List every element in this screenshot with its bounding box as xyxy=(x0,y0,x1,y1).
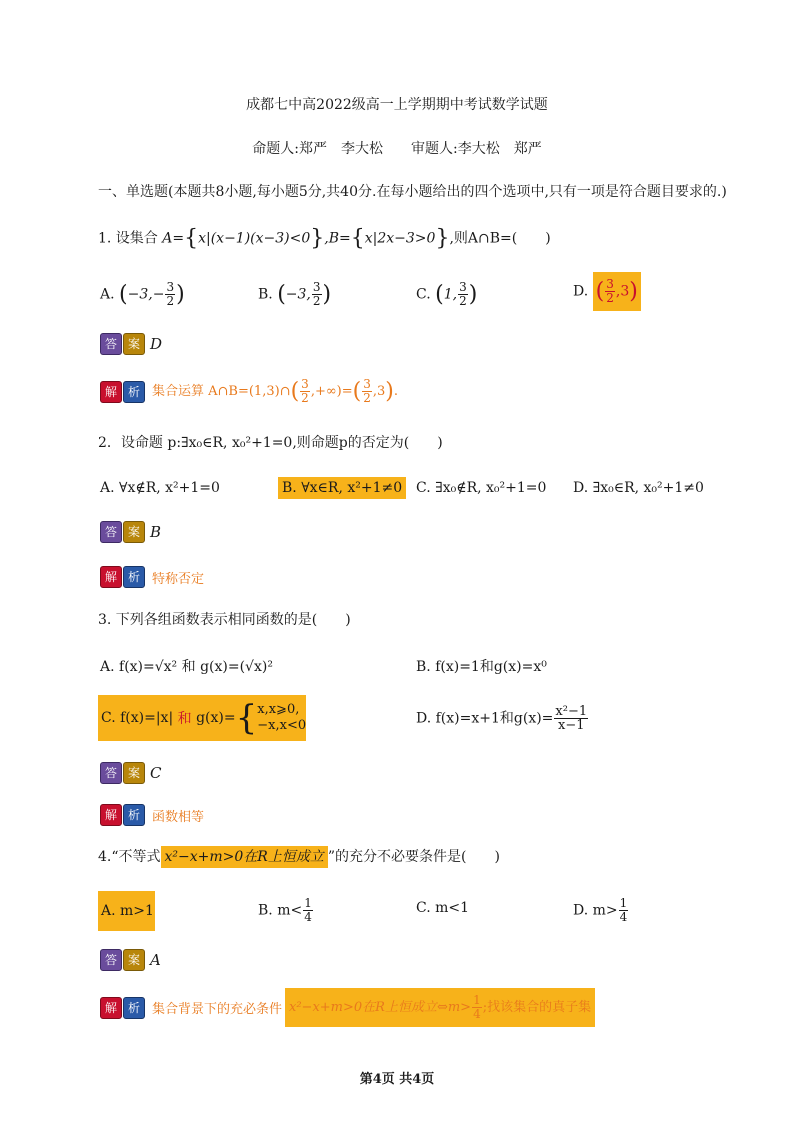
question-2-option-b: B. ∀x∈R, x²+1≠0 xyxy=(278,477,406,499)
question-1-option-a: A. (−3,− $\frac{3}{2}$ ) xyxy=(100,280,185,308)
question-2-option-a: A. ∀x∉R, x²+1=0 xyxy=(100,480,220,496)
question-1-option-b: B. (−3, $\frac{3}{2}$ ) xyxy=(258,280,332,308)
question-2-analysis: 解 析 特称否定 xyxy=(100,566,204,588)
question-3-analysis: 解 析 函数相等 xyxy=(100,804,204,826)
question-4-option-c: C. m<1 xyxy=(416,900,470,916)
question-3-option-a: A. f(x)=√x² 和 g(x)=(√x)² xyxy=(100,659,273,675)
analysis-badge: 解 析 xyxy=(100,997,146,1019)
question-1-answer: 答 案 D xyxy=(100,333,162,355)
question-1-option-d: D. ( $\frac{3}{2}$ ,3) xyxy=(573,272,641,311)
question-1-analysis: 解 析 集合运算 A∩B=(1,3)∩( $\frac{3}{2}$ ,+∞)=( $\frac{3}{2}$ ,3). xyxy=(100,378,398,405)
question-3-option-d: D. f(x)=x+1和g(x)= $\frac{\text{x²−1}}{x-1}$ xyxy=(416,704,588,733)
authors-line: 命题人:郑严 李大松 审题人:李大松 郑严 xyxy=(252,141,542,157)
question-2-answer: 答 案 B xyxy=(100,521,161,543)
answer-badge: 答 案 xyxy=(100,333,146,355)
question-1-stem: 1. 设集合 A={x|(x−1)(x−3)<0},B={x|2x−3>0},则A∩B=( ) xyxy=(98,226,551,251)
question-4-stem: 4.“不等式 x²−x+m>0在R上恒成立 ”的充分不必要条件是( ) xyxy=(98,846,500,866)
question-4-option-a: A. m>1 xyxy=(98,891,155,931)
question-3-option-b: B. f(x)=1和g(x)=x⁰ xyxy=(416,659,547,675)
question-4-analysis: 解 析 集合背景下的充必条件 x²−x+m>0在R上恒成立⇔m> $\frac{1}{4}$ ;找该集合的真子集 xyxy=(100,988,595,1027)
analysis-badge: 解 析 xyxy=(100,566,146,588)
question-4-answer: 答 案 A xyxy=(100,949,161,971)
analysis-badge: 解 析 xyxy=(100,804,146,826)
question-1-option-c: C. (1, $\frac{3}{2}$ ) xyxy=(416,280,478,308)
question-4-highlight: x²−x+m>0在R上恒成立 xyxy=(161,846,328,868)
answer-badge: 答 案 xyxy=(100,521,146,543)
question-2-stem: 2．设命题 p:∃x₀∈R, x₀²+1=0,则命题p的否定为( ) xyxy=(98,435,443,451)
question-3-option-c: C. f(x)=|x| 和 g(x)= { x,x⩾0, −x,x<0 xyxy=(98,695,306,741)
answer-badge: 答 案 xyxy=(100,949,146,971)
analysis-badge: 解 析 xyxy=(100,381,146,403)
page-footer: 第4页 共4页 xyxy=(359,1072,435,1087)
question-4-option-b: B. m< $\frac{1}{4}$ xyxy=(258,896,312,924)
section-heading: 一、单选题(本题共8小题,每小题5分,共40分.在每小题给出的四个选项中,只有一项是符合题目要求的.) xyxy=(98,184,727,200)
answer-badge: 答 案 xyxy=(100,762,146,784)
question-2-option-c: C. ∃x₀∉R, x₀²+1=0 xyxy=(416,480,547,496)
question-4-option-d: D. m> $\frac{1}{4}$ xyxy=(573,896,628,924)
question-3-stem: 3. 下列各组函数表示相同函数的是( ) xyxy=(98,612,351,628)
question-2-option-d: D. ∃x₀∈R, x₀²+1≠0 xyxy=(573,480,704,496)
page-title: 成都七中高2022级高一上学期期中考试数学试题 xyxy=(246,97,548,113)
question-3-answer: 答 案 C xyxy=(100,762,161,784)
